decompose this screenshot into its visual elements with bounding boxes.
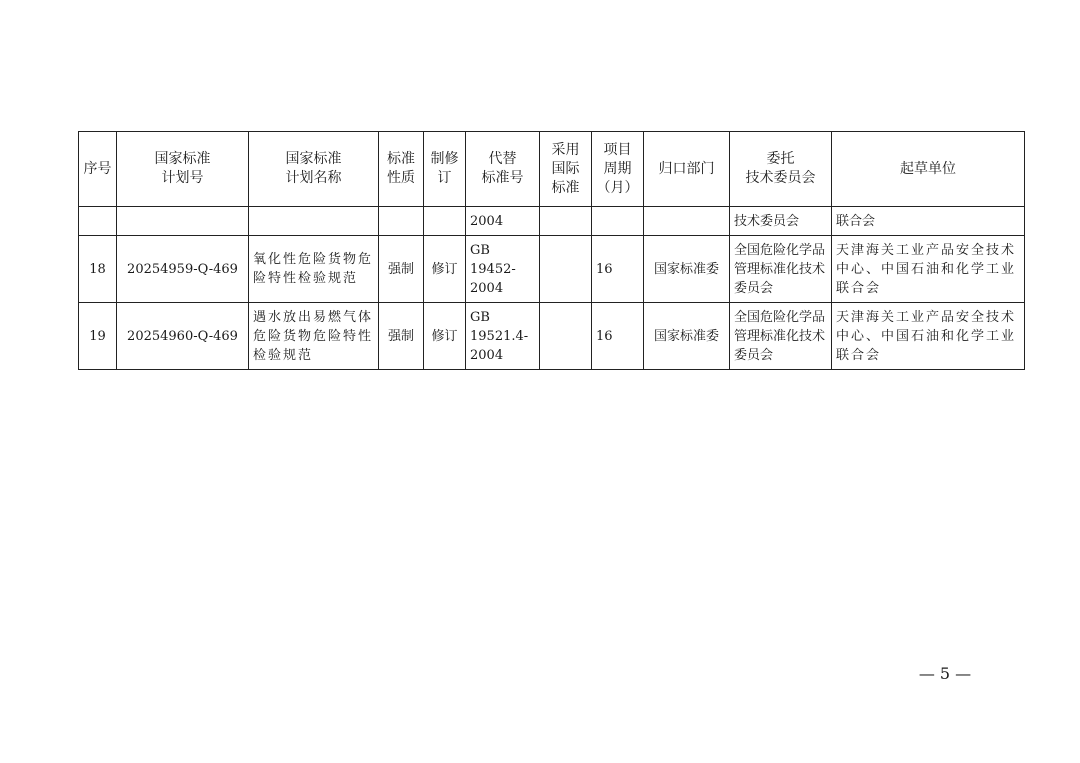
cell-seq: 19 <box>79 303 117 370</box>
cell-nature <box>379 207 424 236</box>
cell-period <box>592 207 644 236</box>
cell-seq: 18 <box>79 236 117 303</box>
cell-replaces: 2004 <box>466 207 540 236</box>
table-header-row <box>79 132 1025 207</box>
cell-revision: 修订 <box>424 303 466 370</box>
standards-plan-table <box>78 131 1025 370</box>
cell-drafter: 联合会 <box>832 207 1025 236</box>
cell-period: 16 <box>592 303 644 370</box>
cell-intl <box>540 207 592 236</box>
page-number: — 5 — <box>918 664 972 683</box>
cell-plan-no: 20254960-Q-469 <box>117 303 249 370</box>
cell-committee: 全国危险化学品管理标准化技术委员会 <box>730 303 832 370</box>
header-plan-no: 国家标准 计划号 <box>117 132 249 207</box>
cell-period: 16 <box>592 236 644 303</box>
header-seq: 序号 <box>79 132 117 207</box>
header-replaces: 代替 标准号 <box>466 132 540 207</box>
cell-committee: 技术委员会 <box>730 207 832 236</box>
cell-drafter: 天津海关工业产品安全技术中心、中国石油和化学工业联合会 <box>832 303 1025 370</box>
header-dept: 归口部门 <box>644 132 730 207</box>
cell-revision: 修订 <box>424 236 466 303</box>
cell-dept: 国家标准委 <box>644 303 730 370</box>
cell-nature: 强制 <box>379 303 424 370</box>
cell-replaces: GB 19452- 2004 <box>466 236 540 303</box>
cell-nature: 强制 <box>379 236 424 303</box>
table-row <box>79 303 1025 370</box>
header-intl-standard: 采用 国际 标准 <box>540 132 592 207</box>
cell-plan-no <box>117 207 249 236</box>
cell-dept <box>644 207 730 236</box>
cell-intl <box>540 236 592 303</box>
table-row <box>79 236 1025 303</box>
cell-plan-name: 氧化性危险货物危险特性检验规范 <box>249 236 379 303</box>
cell-plan-no: 20254959-Q-469 <box>117 236 249 303</box>
cell-revision <box>424 207 466 236</box>
cell-plan-name <box>249 207 379 236</box>
cell-replaces: GB 19521.4- 2004 <box>466 303 540 370</box>
cell-intl <box>540 303 592 370</box>
header-plan-name: 国家标准 计划名称 <box>249 132 379 207</box>
header-drafter: 起草单位 <box>832 132 1025 207</box>
cell-plan-name: 遇水放出易燃气体危险货物危险特性检验规范 <box>249 303 379 370</box>
header-revision: 制修 订 <box>424 132 466 207</box>
header-nature: 标准 性质 <box>379 132 424 207</box>
cell-drafter: 天津海关工业产品安全技术中心、中国石油和化学工业联合会 <box>832 236 1025 303</box>
cell-seq <box>79 207 117 236</box>
cell-dept: 国家标准委 <box>644 236 730 303</box>
header-committee: 委托 技术委员会 <box>730 132 832 207</box>
table-row-continuation <box>79 207 1025 236</box>
cell-committee: 全国危险化学品管理标准化技术委员会 <box>730 236 832 303</box>
header-period: 项目 周期 （月） <box>592 132 644 207</box>
